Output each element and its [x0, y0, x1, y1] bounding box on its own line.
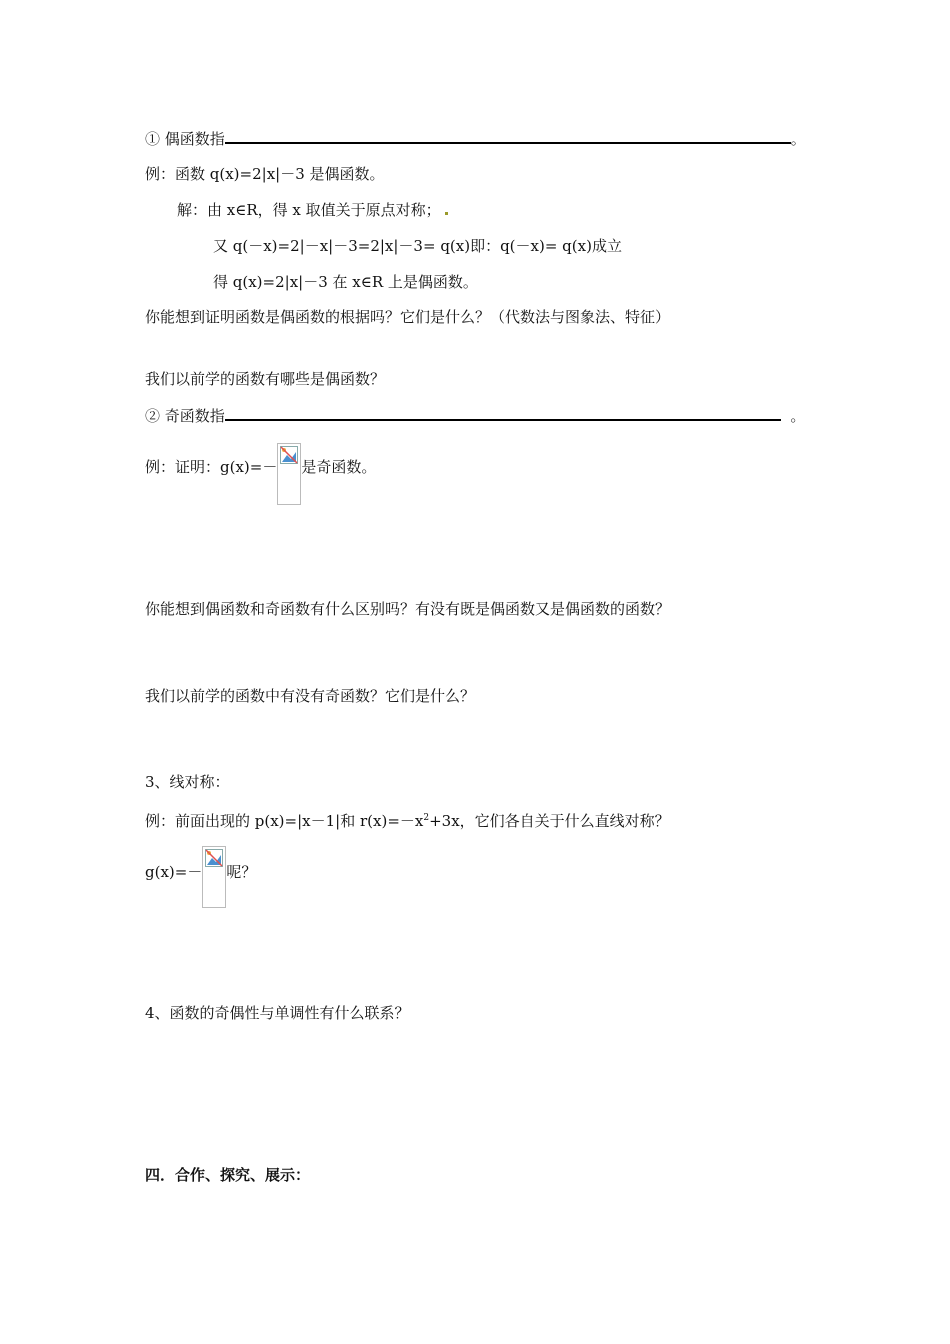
question-even-proof: 你能想到证明函数是偶函数的根据吗？它们是什么？（代数法与图象法、特征）	[145, 308, 671, 326]
odd-function-label: ② 奇函数指	[145, 407, 225, 425]
broken-image-icon	[277, 443, 301, 505]
odd-function-definition	[145, 405, 805, 426]
solution-line-3: 得 q(x)=2|x|－3 在 x∈R 上是偶函数。	[213, 273, 478, 291]
even-function-label: ① 偶函数指	[145, 130, 225, 148]
section-four-title: 四．合作、探究、展示：	[145, 1166, 311, 1184]
example-g-symmetry: g(x)=－ 呢？	[145, 846, 256, 908]
answer-blank[interactable]	[225, 128, 791, 144]
section-3-heading: 3、线对称：	[145, 773, 230, 791]
solution-line-2: 又 q(－x)=2|－x|－3=2|x|－3= q(x)即：q(－x)= q(x)成立	[213, 237, 622, 255]
example-odd: 例：证明：g(x)=－ 是奇函数。	[145, 443, 376, 505]
section-4-heading: 4、函数的奇偶性与单调性有什么联系？	[145, 1004, 410, 1022]
solution-line-1: 解：由 x∈R，得 x 取值关于原点对称；	[177, 200, 448, 220]
question-even-vs-odd: 你能想到偶函数和奇函数有什么区别吗？有没有既是偶函数又是偶函数的函数？	[145, 600, 671, 618]
question-even-examples: 我们以前学的函数有哪些是偶函数？	[145, 370, 386, 388]
example-line-symmetry: 例：前面出现的 p(x)=|x－1|和 $r(x)=-x^2+3x$，它们各自关于什么直线对称？	[145, 812, 670, 830]
stray-mark	[445, 212, 448, 215]
question-odd-examples: 我们以前学的函数中有没有奇函数？它们是什么？	[145, 687, 476, 705]
period: 。	[790, 130, 806, 148]
answer-blank[interactable]	[225, 405, 669, 421]
example-even: 例：函数 q(x)=2|x|－3 是偶函数。	[145, 165, 385, 183]
period: 。	[790, 407, 806, 425]
answer-blank-tail[interactable]	[669, 405, 781, 421]
broken-image-icon	[202, 846, 226, 908]
even-function-definition	[145, 128, 806, 149]
